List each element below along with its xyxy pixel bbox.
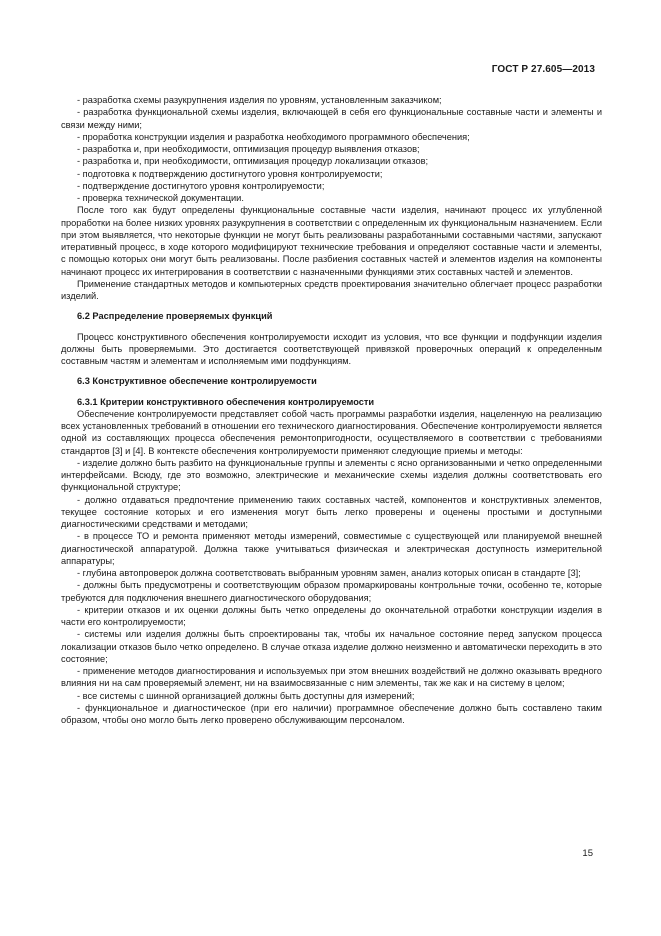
document-header: ГОСТ Р 27.605—2013 <box>491 64 595 75</box>
criteria-item: - критерии отказов и их оценки должны быть четко определены до окончательной отработки конструкции изделия в части его контролируемости; <box>61 604 602 627</box>
list-item: - разработка и, при необходимости, оптимизация процедур локализации отказов; <box>77 156 429 167</box>
list-item: - проработка конструкции изделия и разработка необходимого программного обеспечения; <box>77 131 470 142</box>
criteria-item: - все системы с шинной организацией должны быть доступны для измерений; <box>77 690 415 701</box>
list-item: - разработка функциональной схемы изделия, включающей в себя его функциональные составные части и элементы и связи между ними; <box>61 107 602 130</box>
section-6-3-1-intro: Обеспечение контролируемости представляет собой часть программы разработки изделия, нацеленную на реализацию всех установленных требований в отношении его технического диагностирования. Обеспечение контролируемости является одной из составляющих процесса обеспечения ремонтопригодности, осуществляемого в соответствии с требованиями стандартов [3] и [4]. В контексте обеспечения контролируемости применяют следующие приемы и методы: <box>61 408 602 456</box>
section-6-2-text: Процесс конструктивного обеспечения контролируемости исходит из условия, что все функции и подфункции изделия должны быть проверяемыми. Это достигается соответствующей привязкой проверочных операций к определенным составным частям и элементам и исполняемым ими подфункциям. <box>61 331 602 366</box>
section-6-3-1-heading: 6.3.1 Критерии конструктивного обеспечения контролируемости <box>77 396 375 407</box>
section-6-2-heading: 6.2 Распределение проверяемых функций <box>77 311 273 322</box>
page-number: 15 <box>582 848 593 859</box>
criteria-item: - применение методов диагностирования и используемых при этом внешних воздействий не должно оказывать вредного влияния ни на сам проверяемый элемент, ни на взаимосвязанные с ним элементы, так же как и на систему в целом; <box>61 666 602 689</box>
paragraph-iterative-process: После того как будут определены функциональные составные части изделия, начинают процесс их углубленной проработки на более низких уровнях разукрупнения в соответствии с определенным их функциональным назначением. Если при этом выявляется, что некоторые функции не могут быть реализованы разработанными составными частями, запускают итеративный процесс, в ходе которого модифицируют технические требования и определяют составные части и элементы, с помощью которых они могут быть реализованы. После разбиения составных частей и элементов изделия на компоненты начинают процесс их интегрирования в соответствии с назначенными функциями этих составных частей и элементов. <box>61 205 602 277</box>
criteria-item: - должно отдаваться предпочтение применению таких составных частей, компонентов и конструктивных элементов, текущее состояние которых и его изменения могут быть легко проверены и оценены простыми и доступными диагностическими средствами и методами; <box>61 494 602 529</box>
criteria-item: - должны быть предусмотрены и соответствующим образом промаркированы контрольные точки, особенно те, которые требуются для подключения внешнего диагностического оборудования; <box>61 580 602 603</box>
paragraph-design-tools: Применение стандартных методов и компьютерных средств проектирования значительно облегчает процесс разработки изделий. <box>61 278 602 301</box>
criteria-item: - глубина автопроверок должна соответствовать выбранным уровням замен, анализ которых описан в стандарте [3]; <box>77 568 581 578</box>
list-item: - подготовка к подтверждению достигнутого уровня контролируемости; <box>77 168 383 179</box>
list-item: - подтверждение достигнутого уровня контролируемости; <box>77 180 325 191</box>
criteria-item: - в процессе ТО и ремонта применяют методы измерений, совместимые с существующей или планируемой внешней диагностической аппаратурой. Должна также учитываться физическая и электрическая доступность измерительной аппаратуры; <box>61 531 602 566</box>
criteria-item: - системы или изделия должны быть спроектированы так, чтобы их начальное состояние перед запуском процесса локализации отказов было четко определено. В случае отказа изделие должно неизменно и автоматически переходить в это состояние; <box>61 629 602 664</box>
page-content <box>61 94 602 726</box>
section-6-3-heading: 6.3 Конструктивное обеспечение контролируемости <box>77 376 317 387</box>
list-item: - разработка схемы разукрупнения изделия по уровням, установленным заказчиком; <box>77 95 442 105</box>
criteria-item: - функциональное и диагностическое (при его наличии) программное обеспечение должно быть составлено таким образом, чтобы оно могло быть легко проверено обслуживающим персоналом. <box>61 702 602 725</box>
criteria-item: - изделие должно быть разбито на функциональные группы и элементы с ясно организованными и четко определенными интерфейсами. Всюду, где это возможно, электрические и механические схемы изделия должны соответствовать его функциональной структуре; <box>61 457 602 493</box>
list-item: - разработка и, при необходимости, оптимизация процедур выявления отказов; <box>77 144 420 154</box>
list-item: - проверка технической документации. <box>77 193 244 203</box>
